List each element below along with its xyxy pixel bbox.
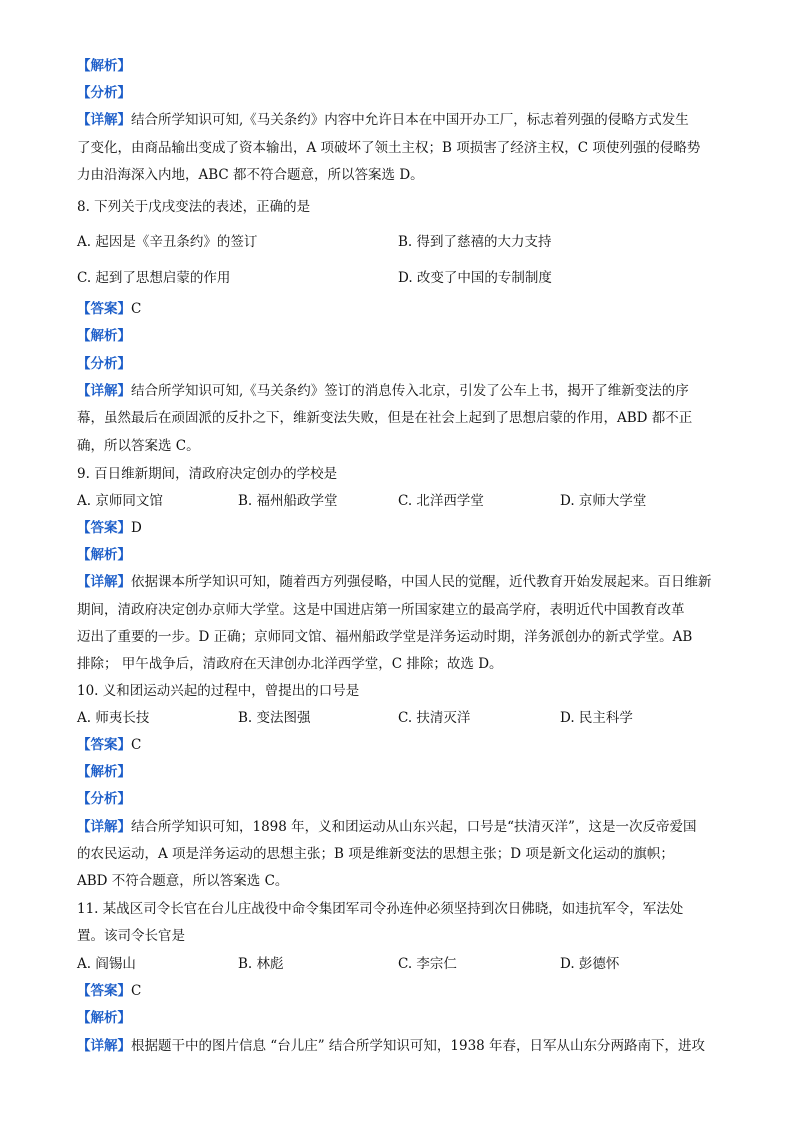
explain-label: 【分析】 bbox=[77, 85, 131, 101]
q11-option-a: A. 阎锡山 bbox=[77, 956, 136, 972]
q10-option-a: A. 师夷长技 bbox=[77, 710, 150, 726]
q9-detail-line: 迈出了重要的一步。D 正确；京师同文馆、福州船政学堂是洋务运动时期，洋务派创办的新式学堂。AB bbox=[77, 629, 693, 645]
detail-label: 【详解】 bbox=[77, 819, 131, 835]
q10-option-b: B. 变法图强 bbox=[238, 710, 311, 726]
q10-detail-line: ABD 不符合题意，所以答案选 C。 bbox=[77, 873, 289, 889]
analysis-label: 【解析】 bbox=[77, 328, 131, 344]
q9-answer: 【答案】D bbox=[77, 520, 142, 536]
detail-label: 【详解】 bbox=[77, 1038, 131, 1054]
q8-option-c: C. 起到了思想启蒙的作用 bbox=[77, 270, 231, 286]
q8-answer: 【答案】C bbox=[77, 301, 142, 317]
q9-option-d: D. 京师大学堂 bbox=[560, 493, 647, 509]
q7-detail-line: 了变化，由商品输出变成了资本输出，A 项破坏了领土主权；B 项损害了经济主权，C 项使列强的侵略势 bbox=[77, 140, 701, 156]
q9-option-b: B. 福州船政学堂 bbox=[238, 493, 338, 509]
q10-detail-line: 的农民运动，A 项是洋务运动的思想主张；B 项是维新变法的思想主张；D 项是新文化运动的旗帜； bbox=[77, 846, 674, 862]
q8-option-b: B. 得到了慈禧的大力支持 bbox=[398, 234, 552, 250]
q11-option-d: D. 彭德怀 bbox=[560, 956, 620, 972]
q9-detail-line: 期间，清政府决定创办京师大学堂。这是中国进店第一所国家建立的最高学府，表明近代中国教育改革 bbox=[77, 602, 685, 618]
q9-stem: 9. 百日维新期间，清政府决定创办的学校是 bbox=[77, 466, 338, 482]
q9-option-c: C. 北洋西学堂 bbox=[398, 493, 484, 509]
q8-option-a: A. 起因是《辛丑条约》的签订 bbox=[77, 234, 258, 250]
q11-stem-line: 11. 某战区司令长官在台儿庄战役中命令集团军司令孙连仲必须坚持到次日佛晓，如违抗军令，军法处 bbox=[77, 901, 684, 917]
q10-option-c: C. 扶清灭洋 bbox=[398, 710, 471, 726]
explain-label: 【分析】 bbox=[77, 791, 131, 807]
q9-detail-line: 排除； 甲午战争后，清政府在天津创办北洋西学堂，C 排除；故选 D。 bbox=[77, 656, 503, 672]
q8-detail-line: 确，所以答案选 C。 bbox=[77, 438, 200, 454]
q11-detail-line: 【详解】根据题干中的图片信息 “台儿庄” 结合所学知识可知，1938 年春，日军从山东分两路南下，进攻 bbox=[77, 1038, 706, 1054]
analysis-label: 【解析】 bbox=[77, 1010, 131, 1026]
q10-answer: 【答案】C bbox=[77, 737, 142, 753]
detail-label: 【详解】 bbox=[77, 112, 131, 128]
detail-label: 【详解】 bbox=[77, 574, 131, 590]
q10-detail-line: 【详解】结合所学知识可知，1898 年，义和团运动从山东兴起，口号是“扶清灭洋”，这是一次反帝爱国 bbox=[77, 819, 697, 835]
detail-label: 【详解】 bbox=[77, 383, 131, 399]
q8-detail-line: 【详解】结合所学知识可知,《马关条约》签订的消息传入北京，引发了公车上书，揭开了维新变法的序 bbox=[77, 383, 689, 399]
q11-stem-line: 置。该司令长官是 bbox=[77, 928, 185, 944]
q8-detail-line: 幕，虽然最后在顽固派的反扑之下，维新变法失败，但是在社会上起到了思想启蒙的作用，ABD 都不正 bbox=[77, 410, 693, 426]
q7-detail-line: 力由沿海深入内地，ABC 都不符合题意，所以答案选 D。 bbox=[77, 167, 424, 183]
analysis-label: 【解析】 bbox=[77, 547, 131, 563]
analysis-label: 【解析】 bbox=[77, 764, 131, 780]
explain-label: 【分析】 bbox=[77, 356, 131, 372]
q11-option-b: B. 林彪 bbox=[238, 956, 284, 972]
q10-option-d: D. 民主科学 bbox=[560, 710, 633, 726]
q11-answer: 【答案】C bbox=[77, 983, 142, 999]
q8-option-d: D. 改变了中国的专制制度 bbox=[398, 270, 552, 286]
q9-option-a: A. 京师同文馆 bbox=[77, 493, 163, 509]
analysis-label: 【解析】 bbox=[77, 58, 131, 74]
q8-stem: 8. 下列关于戊戌变法的表述，正确的是 bbox=[77, 199, 311, 215]
q7-detail-line: 【详解】结合所学知识可知,《马关条约》内容中允许日本在中国开办工厂，标志着列强的侵略方式发生 bbox=[77, 112, 689, 128]
q11-option-c: C. 李宗仁 bbox=[398, 956, 457, 972]
q9-detail-line: 【详解】依据课本所学知识可知，随着西方列强侵略，中国人民的觉醒，近代教育开始发展起来。百日维新 bbox=[77, 574, 712, 590]
q10-stem: 10. 义和团运动兴起的过程中，曾提出的口号是 bbox=[77, 683, 360, 699]
